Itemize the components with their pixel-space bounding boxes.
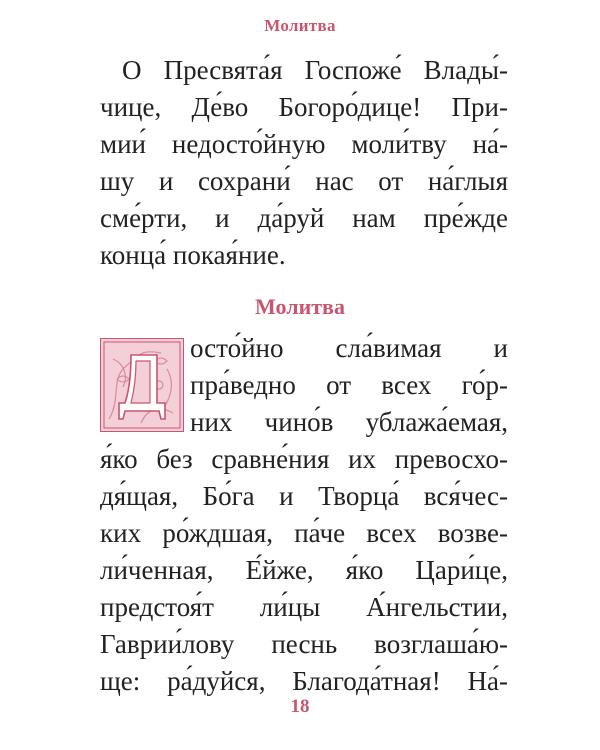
text-line: ще: ра́дуйся, Благода́тная! На́- [100, 666, 508, 696]
text-line: Гаврии́лову песнь возглаша́ю- [100, 629, 508, 659]
text-line: ких ро́ждшая, па́че всех возве- [100, 518, 508, 548]
text-line: дя́щая, Бо́га и Творца́ вся́чес- [100, 481, 508, 511]
prayer-paragraph-1 [100, 52, 508, 274]
text-line: конца́ покая́ние. [100, 240, 286, 270]
page-number: 18 [290, 696, 310, 717]
text-line: я́ко без сравне́ния их превосхо- [100, 444, 508, 474]
text-line: них чино́в ублажа́емая, [190, 407, 508, 437]
text-line: мии́ недосто́йную моли́тву на́- [100, 129, 508, 159]
section-title: Молитва [255, 294, 345, 319]
drop-cap-letter: Д [141, 409, 143, 410]
text-line: предстоя́т ли́цы А́нгельстии, [100, 592, 508, 622]
text-line: О Пресвята́я Госпоже́ Влады́- [122, 55, 508, 85]
running-header: Молитва [264, 16, 336, 35]
text-line: сме́рти, и да́руй нам пре́жде [100, 203, 508, 233]
text-line: пра́ведно от всех го́р- [190, 370, 508, 400]
text-line: осто́йно сла́вимая и [190, 333, 508, 363]
text-line: шу и сохрани́ нас от на́глыя [100, 166, 508, 196]
text-line: чице, Де́во Богоро́дице! При- [100, 92, 508, 122]
text-line: ли́ченная, Е́йже, я́ко Цари́це, [100, 555, 508, 585]
prayer-paragraph-2 [100, 330, 508, 700]
